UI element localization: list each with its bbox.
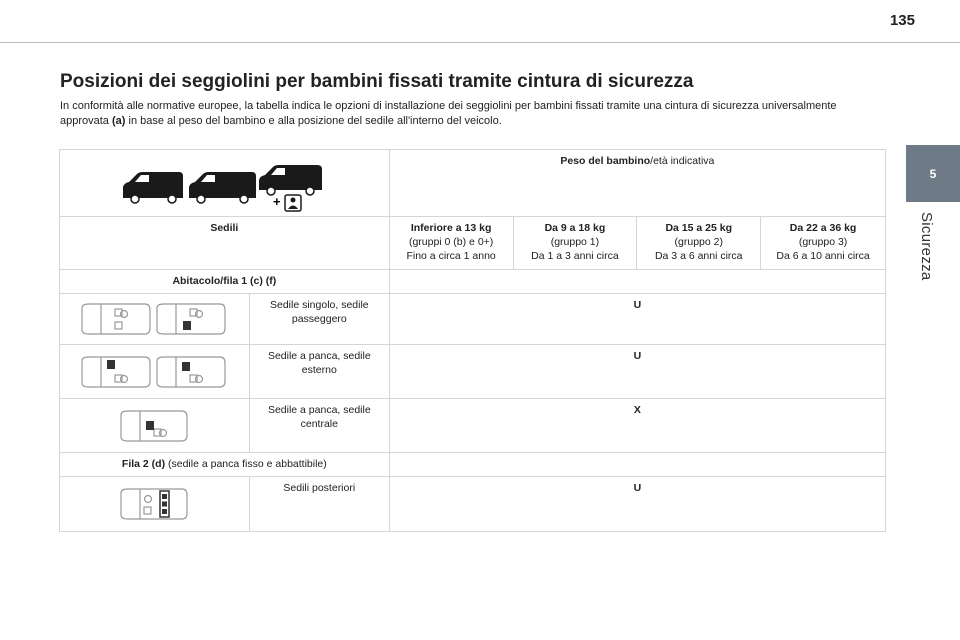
weight-range: Da 15 a 25 kg (665, 222, 733, 234)
weight-column-2 (513, 217, 637, 270)
car-seat-diagram-icon (79, 355, 229, 389)
weight-age: Fino a circa 1 anno (406, 250, 496, 262)
intro-footnote-ref: (a) (111, 115, 126, 127)
car-seat-diagram-icon (79, 302, 229, 336)
vehicle-icons-cell (60, 150, 390, 217)
intro-text-1: In conformità alle normative europee, la tabella indica le opzioni di installazione dei seggiolini per bambini fissati tramite una cintura di sicurezza universalmente approvata (60, 100, 837, 127)
section-row-2-bold: Fila 2 (d) (121, 458, 166, 470)
section-row-2 (60, 453, 390, 477)
seat-label: Sedile a panca, sedile centrale (249, 399, 389, 453)
chapter-number: 5 (929, 166, 937, 181)
seat-label: Sedili posteriori (249, 477, 389, 532)
seat-diagram-cell (60, 294, 250, 345)
seat-label: Sedile a panca, sedile esterno (249, 345, 389, 399)
intro-text-2: in base al peso del bambino e alla posizione del sedile all'interno del veicolo. (125, 115, 502, 127)
weight-group: (gruppi 0 (b) e 0+) (408, 236, 494, 248)
chapter-label: Sicurezza (918, 212, 935, 281)
weight-range: Da 9 a 18 kg (544, 222, 606, 234)
weight-group: (gruppo 2) (674, 236, 723, 248)
seat-value: U (389, 294, 885, 345)
seat-value: X (389, 399, 885, 453)
header-divider (0, 42, 960, 43)
seat-diagram-cell (60, 345, 250, 399)
seat-diagram-cell (60, 477, 250, 532)
seat-diagram-cell (60, 399, 250, 453)
car-seat-diagram-icon (118, 487, 190, 521)
seat-label: Sedile singolo, sedile passeggero (249, 294, 389, 345)
weight-header-cell (389, 150, 885, 217)
car-seat-diagram-icon (118, 409, 190, 443)
weight-age: Da 1 a 3 anni circa (531, 250, 619, 262)
vehicle-variants-icon (119, 154, 329, 212)
child-seat-table (59, 149, 886, 532)
page-title: Posizioni dei seggiolini per bambini fissati tramite cintura di sicurezza (60, 71, 694, 92)
weight-column-1 (389, 217, 513, 270)
section-row-1: Abitacolo/fila 1 (c) (f) (60, 270, 390, 294)
weight-age: Da 3 a 6 anni circa (654, 250, 743, 262)
weight-column-4 (761, 217, 886, 270)
page-number: 135 (889, 12, 915, 29)
section-row-2-empty (389, 453, 885, 477)
weight-group: (gruppo 3) (798, 236, 848, 248)
section-row-1-empty (389, 270, 885, 294)
weight-range: Inferiore a 13 kg (410, 222, 492, 234)
weight-header-rest: /età indicativa (650, 155, 715, 167)
chapter-tab[interactable] (906, 145, 960, 202)
section-row-2-rest: (sedile a panca fisso e abbattibile) (165, 458, 327, 470)
weight-range: Da 22 a 36 kg (789, 222, 857, 234)
seats-label-cell: Sedili (60, 217, 390, 270)
seat-value: U (389, 477, 885, 532)
intro-paragraph (60, 99, 860, 129)
seat-value: U (389, 345, 885, 399)
weight-group: (gruppo 1) (550, 236, 600, 248)
weight-header-bold: Peso del bambino (560, 155, 651, 167)
weight-column-3 (637, 217, 761, 270)
svg-text:+: + (273, 194, 281, 209)
weight-age: Da 6 a 10 anni circa (776, 250, 870, 262)
